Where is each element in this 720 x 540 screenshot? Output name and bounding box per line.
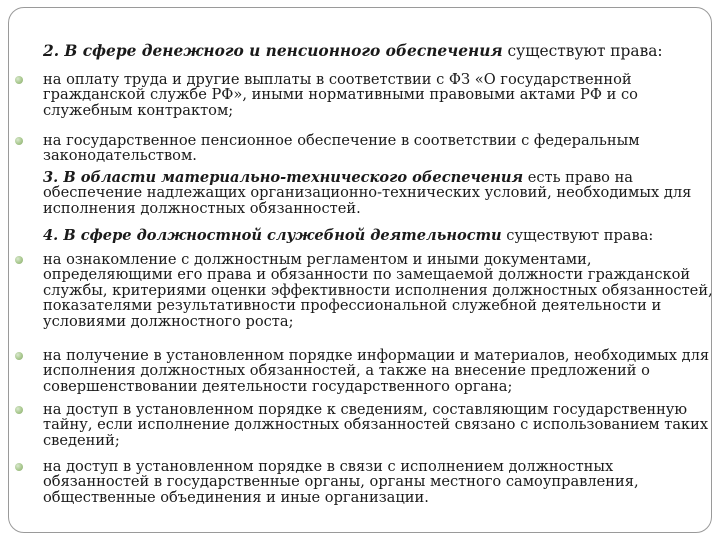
section-4-title: 4. В сфере должностной служебной деятельности xyxy=(43,227,502,244)
bullet-icon xyxy=(15,76,23,84)
section-3-title-rest: есть право на обеспечение надлежащих организационно-технических условий, необходимых для исполнения должностных обязанностей. xyxy=(43,169,692,217)
section-2-title-rest: существуют права: xyxy=(502,42,663,60)
section-2-heading xyxy=(43,44,713,59)
list-item-text: на доступ в установленном порядке к сведениям, составляющим государственную тайну, если исполнение должностных обязанностей связано с использованием таких сведений; xyxy=(43,401,709,449)
bullet-icon xyxy=(15,256,23,264)
section-4-heading xyxy=(43,228,715,243)
section-4-title-rest: существуют права: xyxy=(501,227,654,244)
bullet-icon xyxy=(15,463,23,471)
list-item-text: на государственное пенсионное обеспечение в соответствии с федеральным законодательством. xyxy=(43,132,640,165)
section-3-heading xyxy=(43,170,715,216)
section-3-title: 3. В области материально-технического обеспечения xyxy=(43,169,524,186)
list-item-text: на оплату труда и другие выплаты в соответствии с ФЗ «О государственной гражданской службе РФ», иными нормативными правовыми актами РФ и со служебным контрактом; xyxy=(43,71,638,119)
list-item-text: на ознакомление с должностным регламентом и иными документами, определяющими его права и обязанности по замещаемой должности гражданской службы, критериями оценки эффективности исполнения должностных обязанностей, показателями результативности профессиональной служебной деятельности и условиями должностного роста; xyxy=(43,251,713,330)
bullet-icon xyxy=(15,137,23,145)
list-item-text: на доступ в установленном порядке в связи с исполнением должностных обязанностей в государственные органы, органы местного самоуправления, общественные объединения и иные организации. xyxy=(43,458,639,506)
bullet-icon xyxy=(15,406,23,414)
bullet-icon xyxy=(15,352,23,360)
section-2-title: 2. В сфере денежного и пенсионного обеспечения xyxy=(43,42,503,60)
list-item-text: на получение в установленном порядке информации и материалов, необходимых для исполнения должностных обязанностей, а также на внесение предложений о совершенствовании деятельности государственного органа; xyxy=(43,347,710,395)
